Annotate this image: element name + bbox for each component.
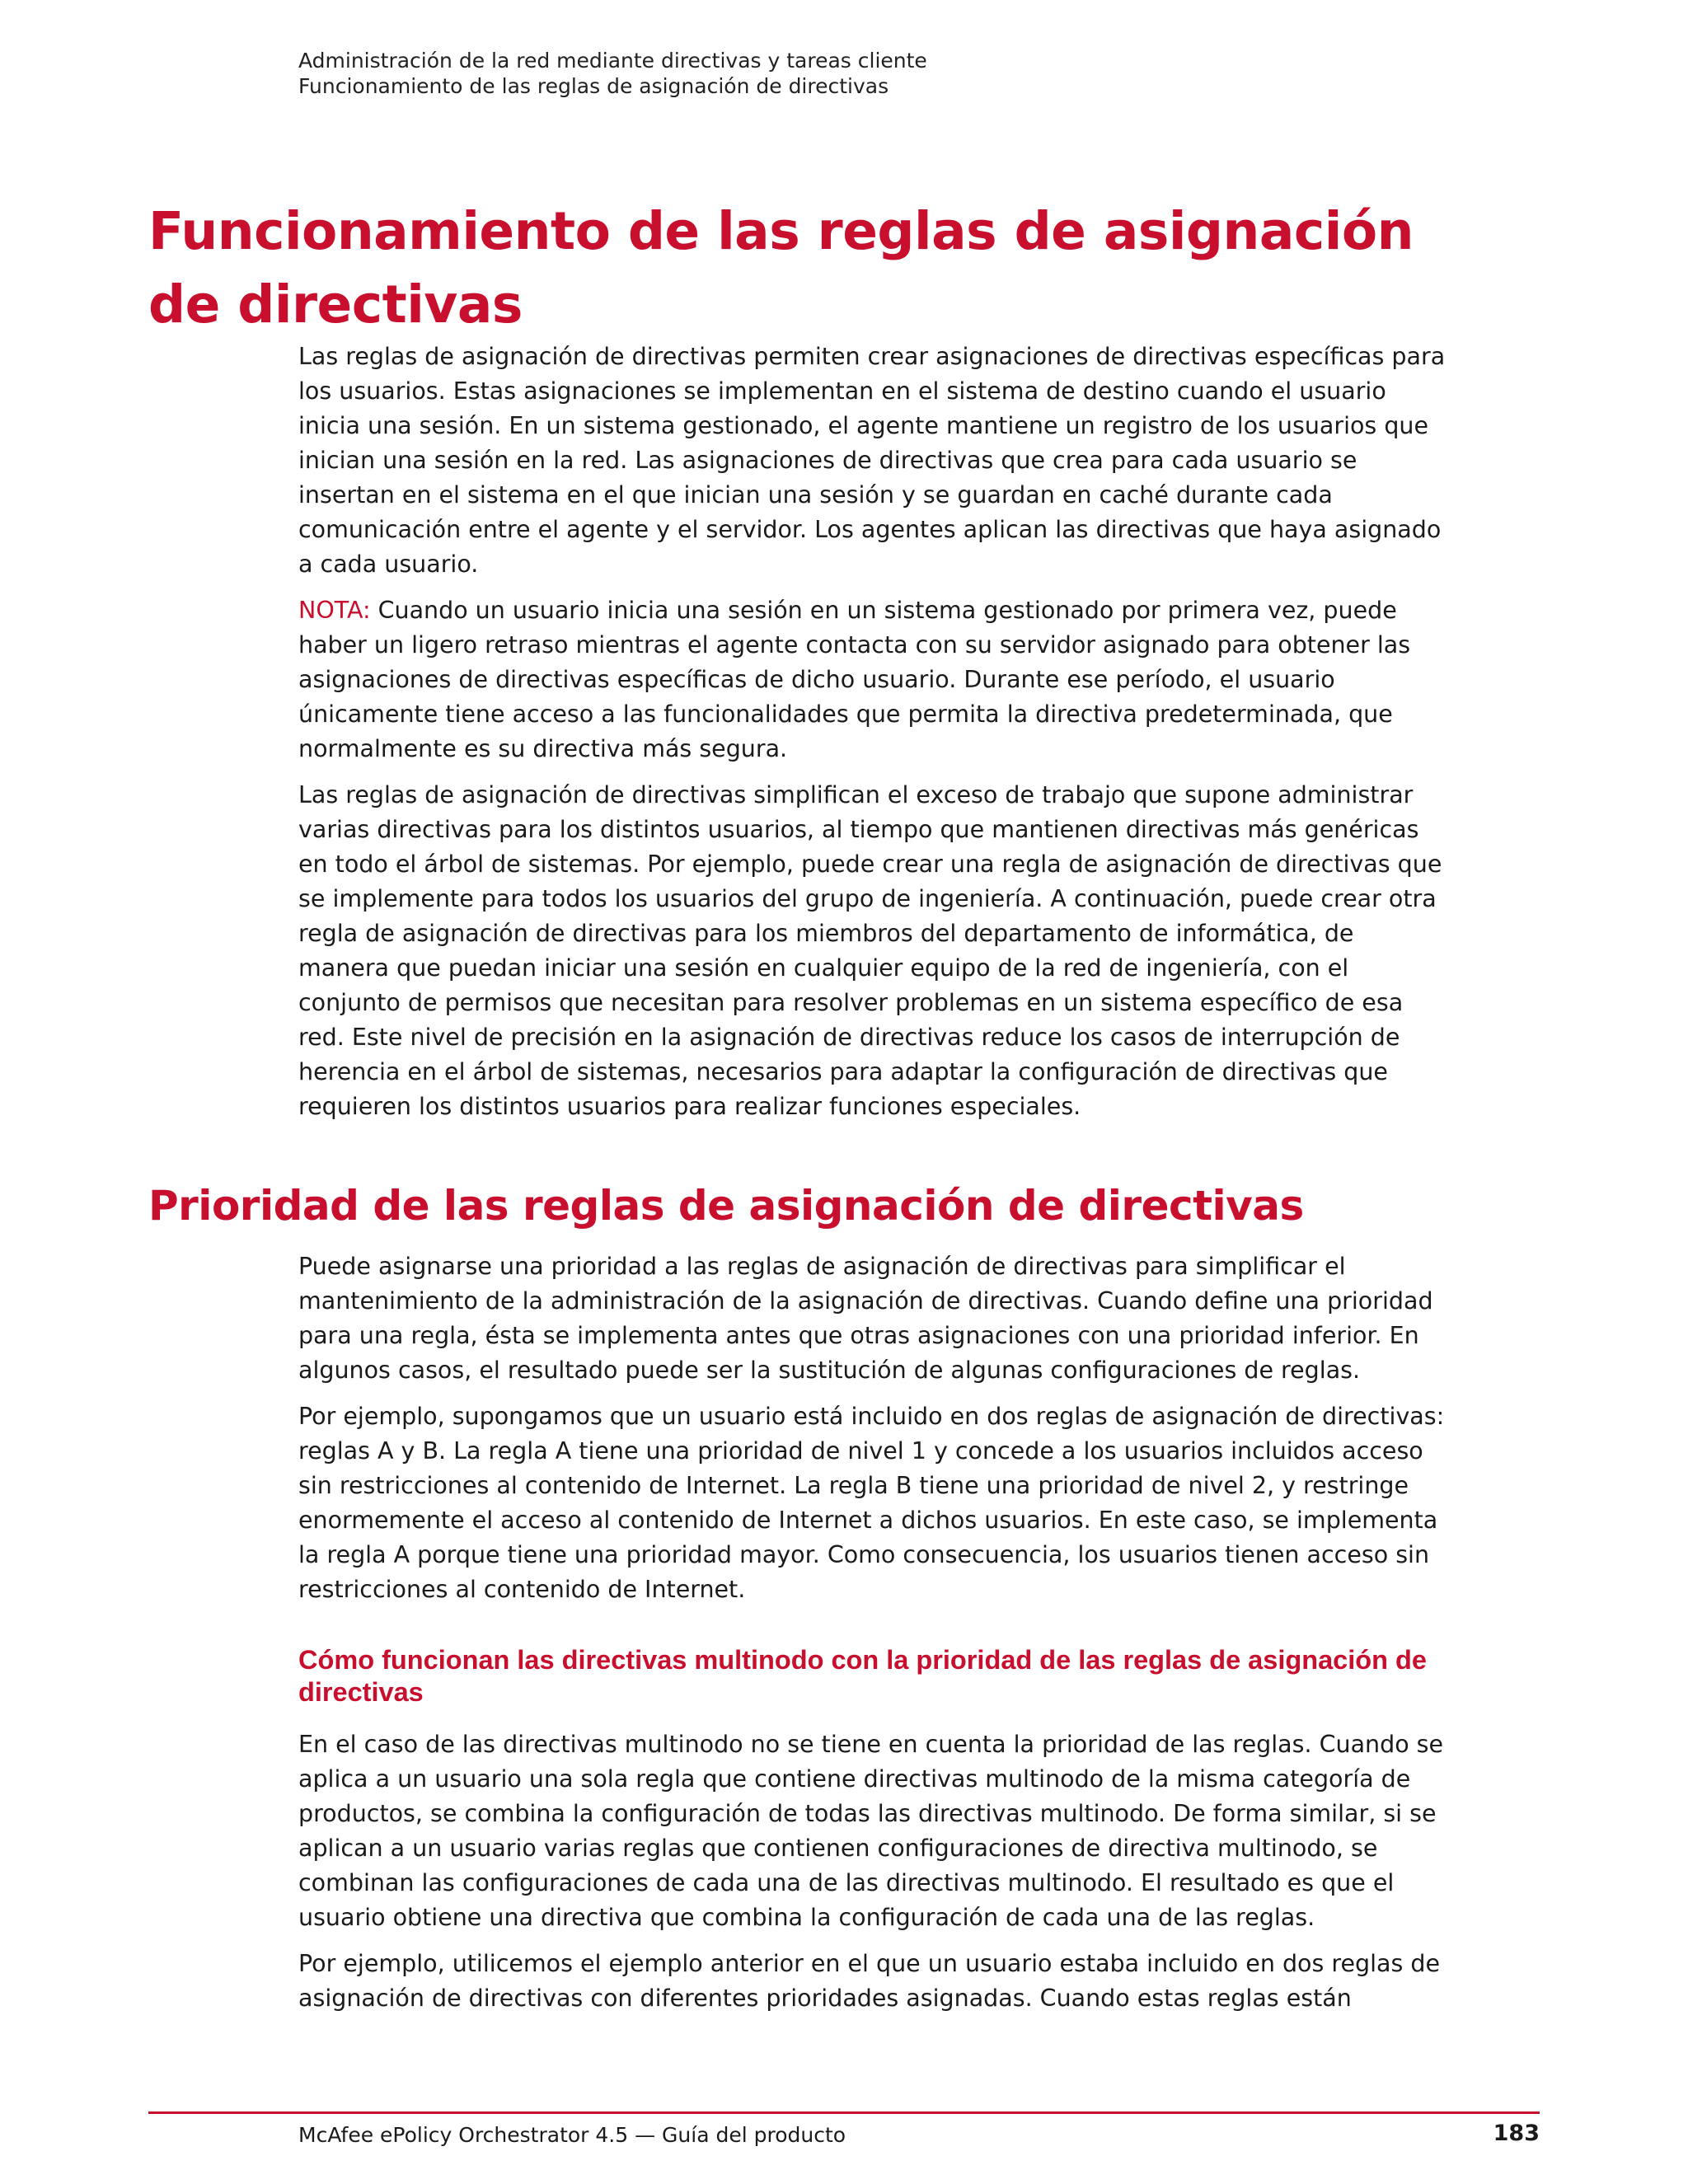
paragraph: Puede asignarse una prioridad a las reglas de asignación de directivas para simplificar el mantenimiento de la administración de la asignación de directivas. Cuando define una prioridad para una regla, ésta se implementa antes que otras asignaciones con una prioridad inferior. En algunos casos, el resultado puede ser la sustitución de algunas configuraciones de reglas. <box>298 1253 1433 1384</box>
section-body <box>298 340 1448 1136</box>
footer-divider <box>148 2111 1540 2114</box>
paragraph: Por ejemplo, supongamos que un usuario está incluido en dos reglas de asignación de directivas: reglas A y B. La regla A tiene una prioridad de nivel 1 y concede a los usuarios incluidos acceso sin restricciones al contenido de Internet. La regla B tiene una prioridad de nivel 2, y restringe enormemente el acceso al contenido de Internet a dichos usuarios. En este caso, se implementa la regla A porque tiene una prioridad mayor. Como consecuencia, los usuarios tienen acceso sin restricciones al contenido de Internet. <box>298 1403 1445 1603</box>
running-header-chapter: Administración de la red mediante directivas y tareas cliente <box>298 49 927 73</box>
running-header <box>298 48 927 99</box>
section-title: Funcionamiento de las reglas de asignación de directivas <box>148 201 1414 335</box>
section-title: Prioridad de las reglas de asignación de directivas <box>148 1182 1304 1230</box>
note-text: Cuando un usuario inicia una sesión en un sistema gestionado por primera vez, puede haber un ligero retraso mientras el agente contacta con su servidor asignado para obtener las asignaciones de directivas específicas de dicho usuario. Durante ese período, el usuario únicamente tiene acceso a las funcionalidades que permita la directiva predeterminada, que normalmente es su directiva más segura. <box>298 597 1411 762</box>
paragraph: En el caso de las directivas multinodo no se tiene en cuenta la prioridad de las reglas. Cuando se aplica a un usuario una sola regla que contiene directivas multinodo de la misma categoría de productos, se combina la configuración de todas las directivas multinodo. De forma similar, si se aplican a un usuario varias reglas que contienen configuraciones de directiva multinodo, se combinan las configuraciones de cada una de las directivas multinodo. El resultado es que el usuario obtiene una directiva que combina la configuración de cada una de las reglas. <box>298 1731 1444 1931</box>
paragraph: Las reglas de asignación de directivas permiten crear asignaciones de directivas específicas para los usuarios. Estas asignaciones se implementan en el sistema de destino cuando el usuario inicia una sesión. En un sistema gestionado, el agente mantiene un registro de los usuarios que inician una sesión en la red. Las asignaciones de directivas que crea para cada usuario se insertan en el sistema en el que inician una sesión y se guardan en caché durante cada comunicación entre el agente y el servidor. Los agentes aplican las directivas que haya asignado a cada usuario. <box>298 343 1446 578</box>
section-body <box>298 1249 1448 1619</box>
running-header-section: Funcionamiento de las reglas de asignación de directivas <box>298 74 889 98</box>
note-label: NOTA: <box>298 597 371 624</box>
subsection-title: Cómo funcionan las directivas multinodo con la prioridad de las reglas de asignación de directivas <box>298 1645 1427 1707</box>
paragraph: Por ejemplo, utilicemos el ejemplo anterior en el que un usuario estaba incluido en dos reglas de asignación de directivas con diferentes prioridades asignadas. Cuando estas reglas están <box>298 1950 1441 2012</box>
note-paragraph <box>298 593 1448 766</box>
footer-product-title: McAfee ePolicy Orchestrator 4.5 — Guía del producto <box>298 2123 846 2147</box>
subsection-body <box>298 1727 1448 2027</box>
page-number: 183 <box>1493 2121 1540 2146</box>
paragraph: Las reglas de asignación de directivas simplifican el exceso de trabajo que supone administrar varias directivas para los distintos usuarios, al tiempo que mantienen directivas más genéricas en todo el árbol de sistemas. Por ejemplo, puede crear una regla de asignación de directivas que se implemente para todos los usuarios del grupo de ingeniería. A continuación, puede crear otra regla de asignación de directivas para los miembros del departamento de informática, de manera que puedan iniciar una sesión en cualquier equipo de la red de ingeniería, con el conjunto de permisos que necesitan para resolver problemas en un sistema específico de esa red. Este nivel de precisión en la asignación de directivas reduce los casos de interrupción de herencia en el árbol de sistemas, necesarios para adaptar la configuración de directivas que requieren los distintos usuarios para realizar funciones especiales. <box>298 781 1442 1120</box>
